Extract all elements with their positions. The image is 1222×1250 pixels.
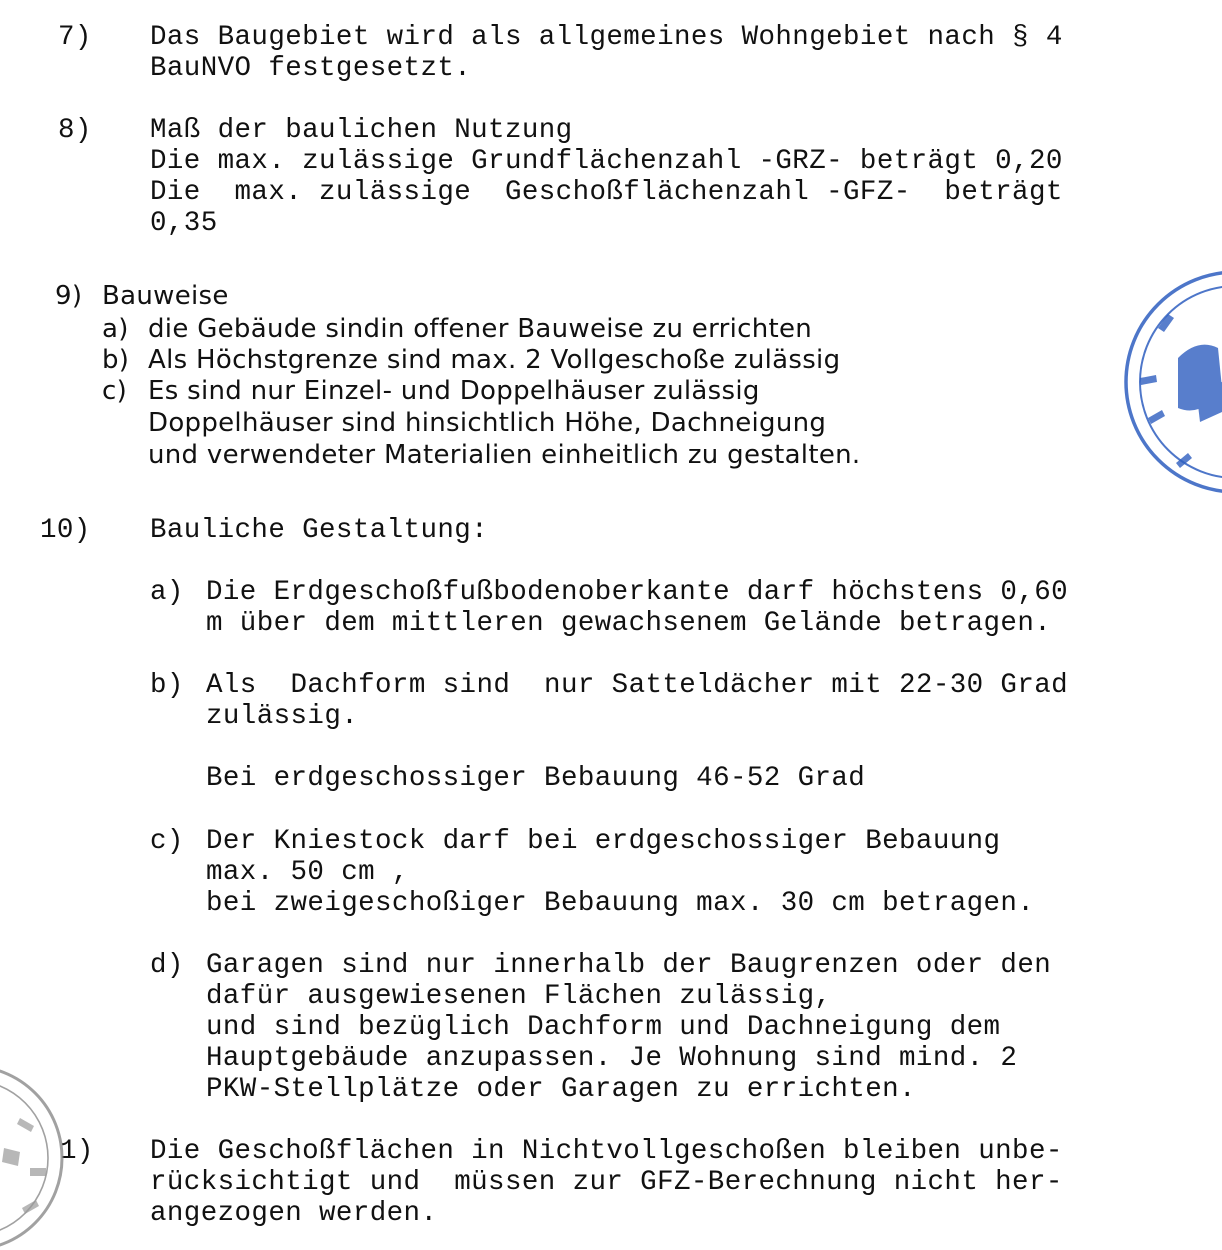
- sub-text-line: Doppelhäuser sind hinsichtlich Höhe, Dachneigung: [148, 408, 827, 438]
- sub-text-line: Als Höchstgrenze sind max. 2 Vollgeschoße zulässig: [148, 345, 841, 375]
- item-number: 10): [40, 515, 91, 546]
- item-number: 7): [58, 22, 92, 53]
- item-text-line: BauNVO festgesetzt.: [150, 53, 472, 84]
- item-heading: Bauliche Gestaltung:: [150, 515, 489, 546]
- sub-label: b): [102, 345, 130, 375]
- sub-text-line: die Gebäude sindin offener Bauweise zu errichten: [148, 314, 813, 344]
- sub-text-line: Garagen sind nur innerhalb der Baugrenzen oder den: [206, 950, 1052, 981]
- item-number: 1): [60, 1136, 94, 1167]
- sub-text-line: Hauptgebäude anzupassen. Je Wohnung sind mind. 2: [206, 1043, 1018, 1074]
- item-text-line: Das Baugebiet wird als allgemeines Wohngebiet nach § 4: [150, 22, 1063, 53]
- official-seal-stamp: [1118, 268, 1222, 496]
- sub-text-line: zulässig.: [206, 701, 359, 732]
- item-number: 9): [55, 281, 83, 311]
- item-text-line: angezogen werden.: [150, 1198, 438, 1229]
- item-text-line: rücksichtigt und müssen zur GFZ-Berechnung nicht her-: [150, 1167, 1063, 1198]
- gray-seal-stamp: [0, 1048, 90, 1250]
- sub-label: c): [102, 376, 128, 406]
- item-number: 8): [58, 115, 92, 146]
- sub-text-line: Als Dachform sind nur Satteldächer mit 22-30 Grad: [206, 670, 1069, 701]
- sub-text-line: Bei erdgeschossiger Bebauung 46-52 Grad: [206, 763, 866, 794]
- sub-text-line: max. 50 cm ,: [206, 857, 409, 888]
- sub-label: d): [150, 950, 184, 981]
- sub-label: c): [150, 826, 184, 857]
- sub-text-line: Der Kniestock darf bei erdgeschossiger Bebauung: [206, 826, 1001, 857]
- item-text-line: Die Geschoßflächen in Nichtvollgeschoßen bleiben unbe-: [150, 1136, 1063, 1167]
- sub-text-line: und verwendeter Materialien einheitlich zu gestalten.: [148, 440, 861, 470]
- item-heading: Maß der baulichen Nutzung: [150, 115, 573, 146]
- sub-label: a): [102, 314, 129, 344]
- sub-text-line: Es sind nur Einzel- und Doppelhäuser zulässig: [148, 376, 760, 406]
- sub-text-line: Die Erdgeschoßfußbodenoberkante darf höchstens 0,60: [206, 577, 1069, 608]
- sub-label: a): [150, 577, 184, 608]
- item-text-line: 0,35: [150, 208, 218, 239]
- item-text-line: Die max. zulässige Grundflächenzahl -GRZ- beträgt 0,20: [150, 146, 1063, 177]
- sub-label: b): [150, 670, 184, 701]
- sub-text-line: dafür ausgewiesenen Flächen zulässig,: [206, 981, 832, 1012]
- sub-text-line: m über dem mittleren gewachsenem Gelände betragen.: [206, 608, 1052, 639]
- sub-text-line: und sind bezüglich Dachform und Dachneigung dem: [206, 1012, 1001, 1043]
- sub-text-line: PKW-Stellplätze oder Garagen zu errichten.: [206, 1074, 916, 1105]
- item-text-line: Die max. zulässige Geschoßflächenzahl -GFZ- beträgt: [150, 177, 1063, 208]
- sub-text-line: bei zweigeschoßiger Bebauung max. 30 cm betragen.: [206, 888, 1035, 919]
- item-heading: Bauweise: [102, 281, 229, 311]
